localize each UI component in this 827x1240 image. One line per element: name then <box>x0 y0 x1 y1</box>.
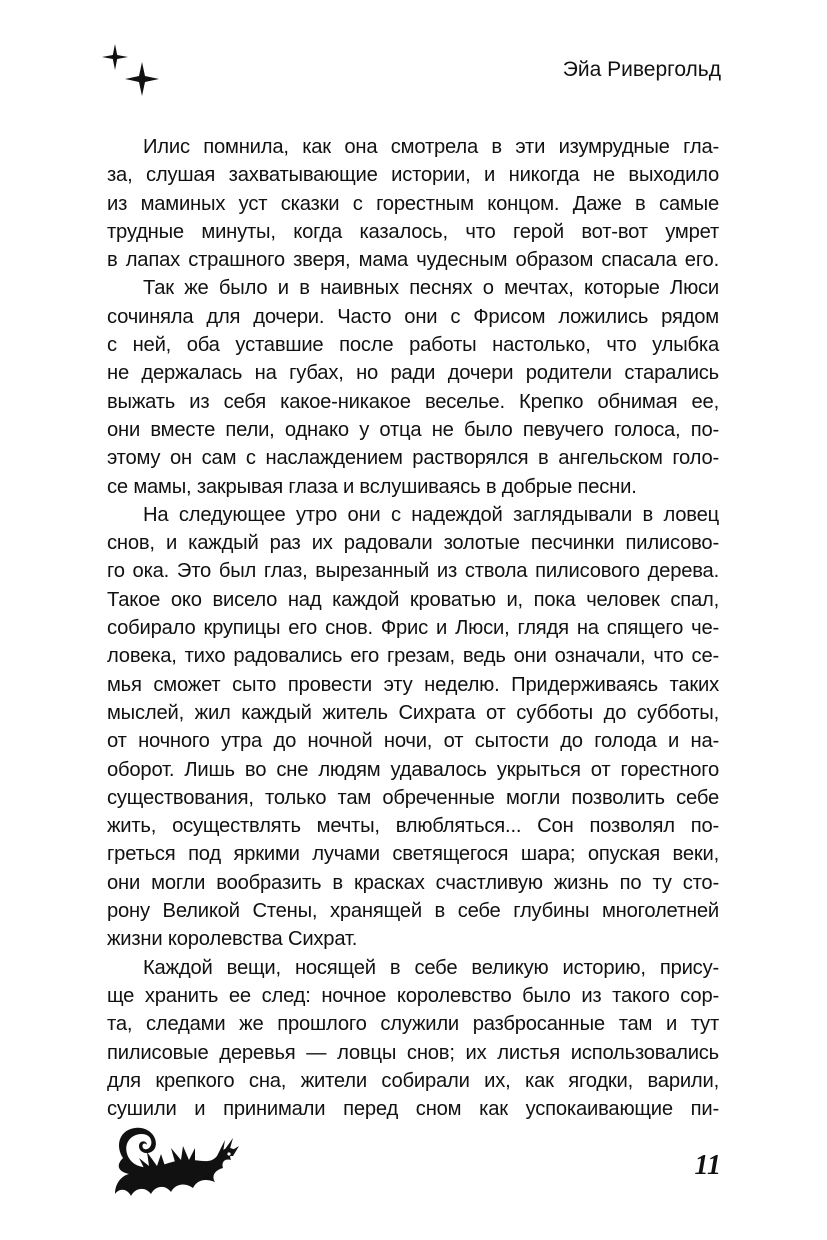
text-line: жизни королевства Сихрат. <box>107 928 358 951</box>
text-line: они вместе пели, однако у отца не было певучего голоса, по- <box>107 418 719 441</box>
text-line: для крепкого сна, жители собирали их, как ягодки, варили, <box>107 1069 719 1092</box>
text-line: оборот. Лишь во сне людям удавалось укрыться от горестного <box>107 758 719 781</box>
text-line: не держалась на губах, но ради дочери родители старались <box>107 362 719 385</box>
text-line: ловека, тихо радовались его грезам, ведь они означали, что се- <box>107 645 719 668</box>
page-number: 11 <box>694 1150 721 1181</box>
dragon-ornament-icon <box>105 1118 245 1210</box>
body-text <box>107 133 719 1123</box>
text-line: с ней, оба уставшие после работы настолько, что улыбка <box>107 334 719 357</box>
text-line: они могли вообразить в красках счастливую жизнь по ту сто- <box>107 871 719 894</box>
text-line: греться под яркими лучами светящегося шара; опуская веки, <box>107 843 719 866</box>
running-head-author: Эйа Ривергольд <box>562 58 721 81</box>
text-line: рону Великой Стены, хранящей в себе глубины многолетней <box>107 900 719 923</box>
text-line: из маминых уст сказки с горестным концом. Даже в самые <box>107 192 719 215</box>
text-line: мья сможет сыто провести эту неделю. Придерживаясь таких <box>107 673 719 696</box>
text-line: сушили и принимали перед сном как успокаивающие пи- <box>107 1098 719 1121</box>
paragraph <box>107 133 719 274</box>
paragraph <box>107 501 719 954</box>
text-line: та, следами же прошлого служили разбросанные там и тут <box>107 1013 719 1036</box>
text-line: жить, осуществлять мечты, влюбляться... Сон позволял по- <box>107 815 719 838</box>
text-line: мыслей, жил каждый житель Сихрата от субботы до субботы, <box>107 701 719 724</box>
text-line: от ночного утра до ночной ночи, от сытости до голода и на- <box>107 730 719 753</box>
text-line: за, слушая захватывающие истории, и никогда не выходило <box>107 164 719 187</box>
text-line: Каждой вещи, носящей в себе великую историю, прису- <box>143 956 719 979</box>
text-line: трудные минуты, когда казалось, что герой вот-вот умрет <box>107 220 719 243</box>
text-line: Так же было и в наивных песнях о мечтах, которые Люси <box>143 277 719 300</box>
text-line: На следующее утро они с надеждой заглядывали в ловец <box>143 503 719 526</box>
star-ornament-icon <box>98 42 168 102</box>
text-line: выжать из себя какое-никакое веселье. Крепко обнимая ее, <box>107 390 719 413</box>
text-line: собирало крупицы его снов. Фрис и Люси, глядя на спящего че- <box>107 617 719 640</box>
text-line: снов, и каждый раз их радовали золотые песчинки пилисово- <box>107 532 719 555</box>
paragraph <box>107 274 719 500</box>
text-line: сочиняла для дочери. Часто они с Фрисом ложились рядом <box>107 305 719 328</box>
text-line: го ока. Это был глаз, вырезанный из ствола пилисового дерева. <box>107 560 719 583</box>
text-line: существования, только там обреченные могли позволить себе <box>107 786 719 809</box>
text-line: пилисовые деревья — ловцы снов; их листья использовались <box>107 1041 719 1064</box>
text-line: в лапах страшного зверя, мама чудесным образом спасала его. <box>107 249 719 272</box>
text-line: се мамы, закрывая глаза и вслушиваясь в добрые песни. <box>107 475 637 498</box>
paragraph <box>107 954 719 1124</box>
text-line: Илис помнила, как она смотрела в эти изумрудные гла- <box>143 136 719 158</box>
text-line: ще хранить ее след: ночное королевство было из такого сор- <box>107 984 719 1007</box>
text-line: Такое око висело над каждой кроватью и, пока человек спал, <box>107 588 719 611</box>
text-line: этому он сам с наслаждением растворялся в ангельском голо- <box>107 447 719 470</box>
